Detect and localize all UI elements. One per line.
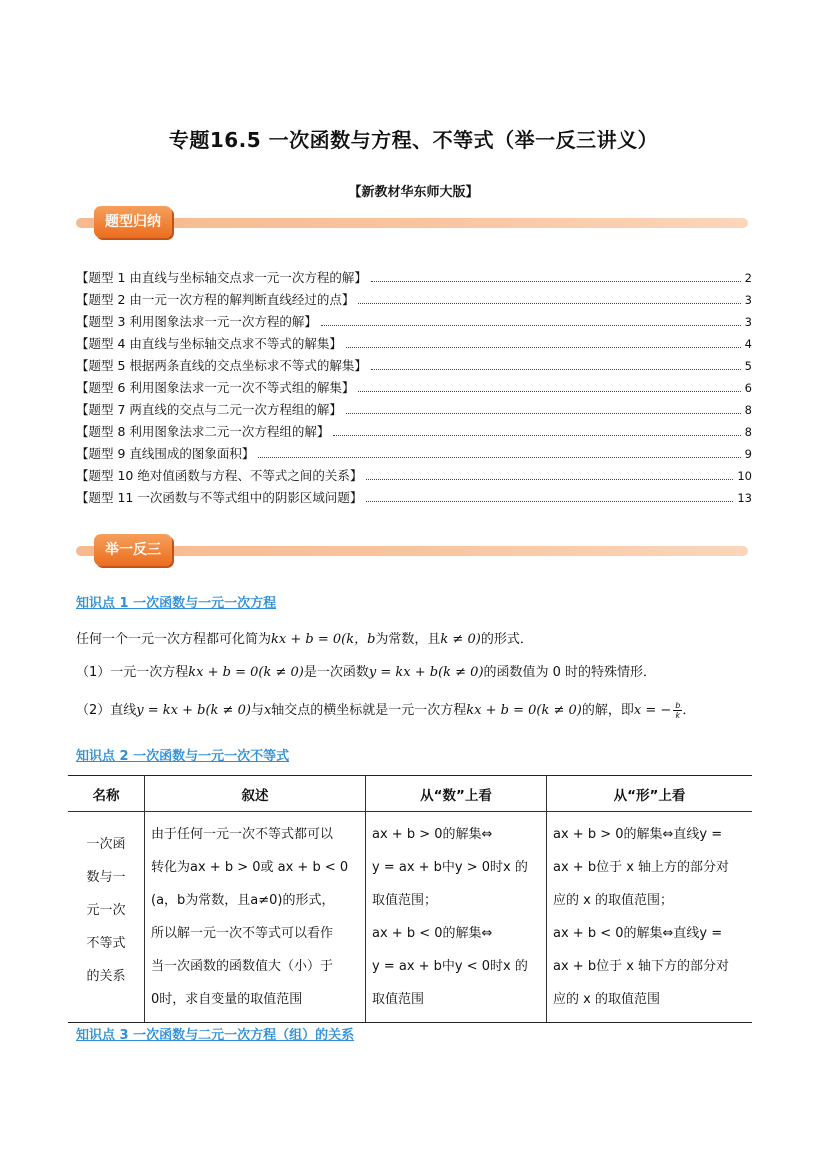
kp1-p2-math2: kx + b = 0(k ≠ 0) (466, 703, 582, 718)
toc-leader-dots (366, 490, 733, 502)
cell-line: 0时，求自变量的取值范围 (151, 992, 303, 1007)
kp1-p1-text-a: （1）一元一次方程 (76, 665, 189, 680)
cell-line: 应的 x 的取值范围； (553, 893, 673, 908)
toc-item[interactable] (76, 378, 752, 398)
fraction-denominator: k (675, 711, 681, 720)
toc-item-label: 【题型 3 利用图象法求一元一次方程的解】 (76, 314, 317, 329)
cell-number-view (366, 812, 547, 1023)
knowledge-point-3-title: 知识点 3 一次函数与二元一次方程（组）的关系 (76, 1028, 355, 1043)
toc-item-label: 【题型 6 利用图象法求一元一次不等式组的解集】 (76, 380, 355, 395)
cell-line: 应的 x 的取值范围 (553, 992, 660, 1007)
toc-item-label: 【题型 5 根据两条直线的交点坐标求不等式的解集】 (76, 358, 367, 373)
cell-line: 取值范围； (372, 893, 438, 908)
kp1-p2-text-b: 与 (250, 703, 264, 718)
toc-leader-dots (371, 358, 741, 370)
toc-leader-dots (371, 270, 741, 282)
toc-item[interactable] (76, 466, 752, 486)
toc-item-label: 【题型 7 两直线的交点与二元一次方程组的解】 (76, 402, 342, 417)
toc-item[interactable] (76, 422, 752, 442)
toc-item[interactable] (76, 268, 752, 288)
fraction-b-over-k (673, 701, 682, 720)
kp1-p1-text-b: 是一次函数 (303, 665, 369, 680)
kp1-intro-math2: k ≠ 0) (440, 632, 481, 647)
cell-line: 当一次函数的函数值大（小）于 (151, 959, 334, 974)
toc-leader-dots (321, 314, 741, 326)
toc-item-label: 【题型 1 由直线与坐标轴交点求一元一次方程的解】 (76, 270, 367, 285)
toc-leader-dots (366, 468, 733, 480)
toc-item[interactable] (76, 290, 752, 310)
cell-line: y = ax + b中y > 0时x 的 (372, 860, 528, 875)
toc-leader-dots (346, 336, 741, 348)
cell-line: 一次函 (86, 837, 126, 852)
kp1-p2-text-a: （2）直线 (76, 703, 137, 718)
practice-banner (76, 532, 748, 572)
banner-bar (76, 218, 748, 228)
cell-line: 取值范围 (372, 992, 425, 1007)
toc-item-label: 【题型 10 绝对值函数与方程、不等式之间的关系】 (76, 468, 363, 483)
table-header-row (68, 776, 752, 812)
kp1-intro-text-b: 为常数，且 (375, 632, 441, 647)
cell-name (68, 812, 145, 1023)
toc-leader-dots (258, 446, 740, 458)
toc-item-page: 5 (744, 359, 752, 373)
cell-line: 所以解一元一次不等式可以看作 (151, 926, 334, 941)
cell-description (145, 812, 366, 1023)
cell-line: ax + b < 0的解集⇔直线y = (553, 926, 723, 941)
toc-item-page: 9 (744, 447, 752, 461)
header-name: 名称 (68, 776, 145, 812)
knowledge-point-1-title: 知识点 1 一次函数与一元一次方程 (76, 596, 277, 611)
cell-line: ax + b > 0的解集⇔ (372, 827, 493, 842)
kp1-intro-math: kx + b = 0(k，b (271, 632, 376, 647)
toc-item-page: 6 (744, 381, 752, 395)
toc-item-label: 【题型 11 一次函数与不等式组中的阴影区域问题】 (76, 490, 363, 505)
toc-item-page: 10 (737, 469, 752, 483)
cell-line: 数与一 (86, 870, 126, 885)
kp1-point-2 (76, 699, 695, 720)
toc-leader-dots (346, 402, 741, 414)
page-title: 专题16.5 一次函数与方程、不等式（举一反三讲义） (168, 128, 659, 152)
cell-line: (a，b为常数，且a≠0)的形式， (151, 893, 335, 908)
cell-shape-view (547, 812, 753, 1023)
cell-line: 转化为ax + b > 0或 ax + b < 0 (151, 860, 349, 875)
banner-bar (76, 546, 748, 556)
cell-line: 由于任何一元一次不等式都可以 (151, 827, 334, 842)
kp1-p2-math: y = kx + b(k ≠ 0) (136, 703, 251, 718)
cell-line: 元一次 (86, 903, 126, 918)
cell-line: y = ax + b中y < 0时x 的 (372, 959, 528, 974)
toc-banner (76, 204, 748, 244)
toc-item[interactable] (76, 444, 752, 464)
toc-item-page: 4 (744, 337, 752, 351)
kp1-p2-text-d: 的解，即 (581, 703, 634, 718)
cell-line: ax + b > 0的解集⇔直线y = (553, 827, 723, 842)
kp1-point-1 (76, 661, 656, 680)
toc-leader-dots (358, 292, 740, 304)
kp1-p2-x: x (263, 703, 272, 718)
toc-item-label: 【题型 2 由一元一次方程的解判断直线经过的点】 (76, 292, 355, 307)
page-subtitle: 【新教材华东师大版】 (348, 185, 479, 200)
kp1-p1-math2: y = kx + b(k ≠ 0) (368, 665, 484, 680)
toc-item-page: 8 (744, 425, 752, 439)
toc-item-page: 3 (744, 315, 752, 329)
kp1-intro (76, 628, 533, 647)
toc-leader-dots (333, 424, 740, 436)
toc-item-label: 【题型 4 由直线与坐标轴交点求不等式的解集】 (76, 336, 342, 351)
toc-item-label: 【题型 9 直线围成的图象面积】 (76, 446, 255, 461)
kp1-p2-text-c: 轴交点的横坐标就是一元一次方程 (271, 703, 467, 718)
toc-banner-badge: 题型归纳 (94, 206, 172, 238)
cell-line: ax + b位于 x 轴上方的部分对 (553, 860, 730, 875)
fraction-numerator: b (675, 701, 681, 710)
toc-item[interactable] (76, 334, 752, 354)
table-row (68, 812, 752, 1023)
toc-item[interactable] (76, 312, 752, 332)
kp1-p1-math: kx + b = 0(k ≠ 0) (188, 665, 304, 680)
cell-line: ax + b < 0的解集⇔ (372, 926, 493, 941)
header-shape-view: 从“形”上看 (547, 776, 753, 812)
kp1-p1-text-c: 的函数值为 0 时的特殊情形． (483, 665, 657, 680)
kp1-p2-end: ． (682, 703, 696, 718)
knowledge-table (68, 775, 752, 1023)
header-number-view: 从“数”上看 (366, 776, 547, 812)
toc-item[interactable] (76, 488, 752, 508)
toc-item-label: 【题型 8 利用图象法求二元一次方程组的解】 (76, 424, 330, 439)
knowledge-point-2-title: 知识点 2 一次函数与一元一次不等式 (76, 749, 290, 764)
toc-item-page: 3 (744, 293, 752, 307)
cell-line: ax + b位于 x 轴下方的部分对 (553, 959, 730, 974)
cell-line: 的关系 (86, 969, 126, 984)
kp1-p2-math3: x = − (633, 703, 672, 718)
toc-item[interactable] (76, 356, 752, 376)
toc-item-page: 2 (744, 271, 752, 285)
toc-item-page: 8 (744, 403, 752, 417)
kp1-intro-text-a: 任何一个一元一次方程都可化简为 (76, 632, 272, 647)
practice-banner-badge: 举一反三 (94, 534, 172, 566)
toc-leader-dots (358, 380, 740, 392)
toc-item-page: 13 (737, 491, 752, 505)
kp1-intro-text-c: 的形式． (480, 632, 533, 647)
toc-item[interactable] (76, 400, 752, 420)
cell-line: 不等式 (86, 936, 126, 951)
header-description: 叙述 (145, 776, 366, 812)
